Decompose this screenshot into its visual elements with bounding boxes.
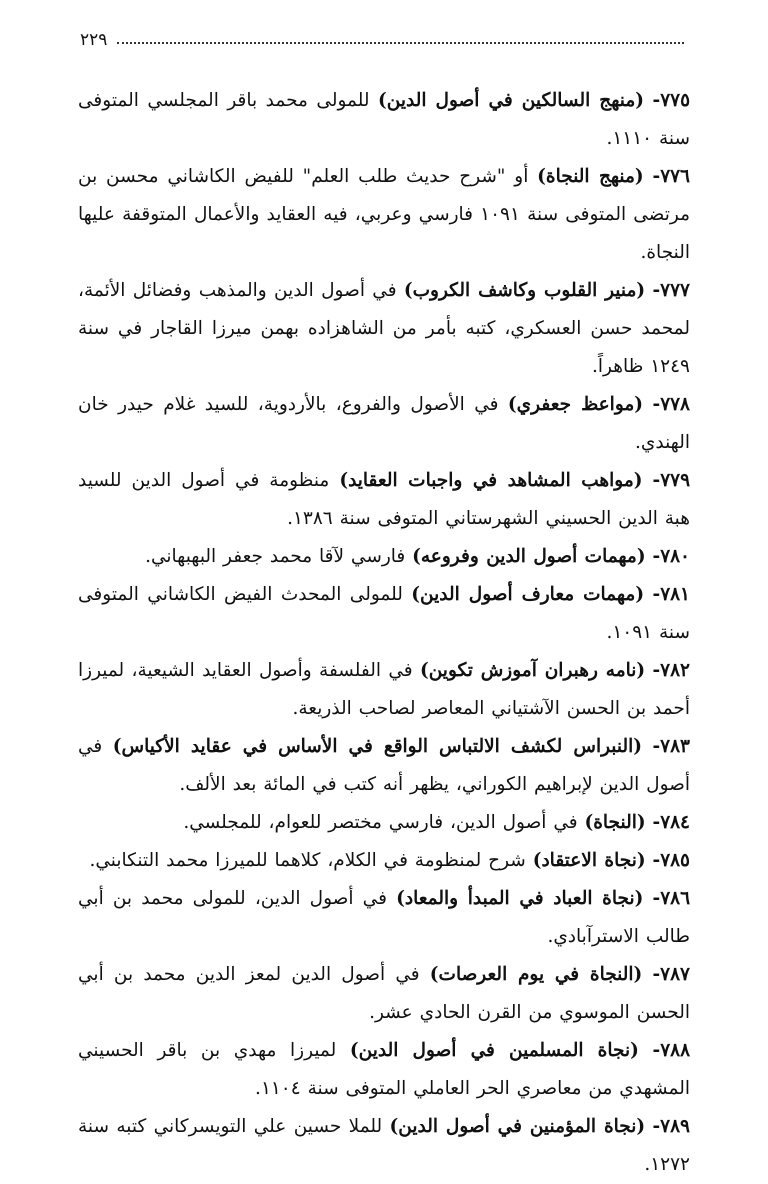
entry-number: ٧٨٣- [652, 736, 690, 757]
entry-text: في أصول الدين والمذهب وفضائل الأئمة، لمحمد حسن العسكري، كتبه بأمر من الشاهزاده بهمن ميرزا القاجار في سنة ١٢٤٩ ظاهراً. [78, 280, 690, 377]
entry-number: ٧٨٠- [652, 546, 690, 567]
entry-title: (مهمات أصول الدين وفروعه) [412, 546, 646, 567]
entry-number: ٧٨٨- [652, 1040, 691, 1061]
entry-title: (مهمات معارف أصول الدين) [411, 584, 645, 605]
entry-text: في أصول الدين لمعز الدين محمد بن أبي الحسن الموسوي من القرن الحادي عشر. [78, 964, 690, 1023]
entry-text: في أصول الدين، فارسي مختصر للعوام، للمجلسي. [183, 812, 585, 833]
entry-number: ٧٨٩- [652, 1116, 690, 1137]
list-item [78, 386, 690, 462]
entry-title: (مواعظ جعفري) [507, 394, 644, 415]
page-number: ٢٢٩ [80, 30, 108, 50]
entry-number: ٧٨١- [652, 584, 690, 605]
entry-text: للملا حسين علي التويسركاني كتبه سنة ١٢٧٢. [78, 1116, 690, 1175]
entry-text: في أصول الدين، للمولى محمد بن أبي طالب الاسترآبادي. [78, 888, 690, 947]
list-item [78, 272, 690, 386]
entry-text: فارسي لآقا محمد جعفر البهبهاني. [145, 546, 413, 567]
entry-text: لميرزا مهدي بن باقر الحسيني المشهدي من معاصري الحر العاملي المتوفى سنة ١١٠٤. [78, 1040, 690, 1099]
entry-number: ٧٨٥- [652, 850, 690, 871]
entry-number: ٧٧٩- [652, 470, 691, 491]
entry-text: للمولى محمد باقر المجلسي المتوفى سنة ١١١٠. [78, 90, 690, 149]
entry-number: ٧٧٨- [652, 394, 690, 415]
entry-title: (النجاة في يوم العرصات) [429, 964, 643, 985]
entry-title: (نجاة المسلمين في أصول الدين) [349, 1040, 639, 1061]
list-item [78, 880, 690, 956]
header-rule [117, 30, 684, 44]
entry-number: ٧٧٧- [652, 280, 690, 301]
entry-title: (منهج السالكين في أصول الدين) [378, 90, 644, 111]
list-item [78, 538, 690, 576]
entry-number: ٧٨٦- [652, 888, 691, 909]
list-item [78, 1032, 690, 1108]
entry-title: (نجاة المؤمنين في أصول الدين) [389, 1116, 646, 1137]
entry-title: (نجاة العباد في المبدأ والمعاد) [396, 888, 644, 909]
entry-title: (منير القلوب وكاشف الكروب) [403, 280, 646, 301]
entry-text: منظومة في أصول الدين للسيد هبة الدين الحسيني الشهرستاني المتوفى سنة ١٣٨٦. [78, 470, 690, 529]
entry-title: (نامه رهبران آموزش تكوين) [419, 660, 646, 681]
list-item [78, 462, 690, 538]
list-item [78, 842, 690, 880]
entry-number: ٧٨٤- [652, 812, 690, 833]
entry-text: في الأصول والفروع، بالأردوية، للسيد غلام حيدر خان الهندي. [78, 394, 690, 453]
entry-title: (مواهب المشاهد في واجبات العقايد) [339, 470, 643, 491]
entry-title: (النجاة) [584, 812, 646, 833]
entry-text: أو "شرح حديث طلب العلم" للفيض الكاشاني محسن بن مرتضى المتوفى سنة ١٠٩١ فارسي وعربي، فيه العقايد والأعمال المتوقفة عليها النجاة. [78, 166, 690, 263]
entry-text: في أصول الدين لإبراهيم الكوراني، يظهر أنه كتب في المائة بعد الألف. [78, 736, 690, 795]
list-item [78, 576, 690, 652]
page-header [78, 30, 690, 60]
entry-number: ٧٨٢- [652, 660, 690, 681]
list-item [78, 1108, 690, 1184]
list-item [78, 82, 690, 158]
entry-title: (منهج النجاة) [537, 166, 644, 187]
list-item [78, 158, 690, 272]
entry-title: (نجاة الاعتقاد) [532, 850, 646, 871]
entry-text: في الفلسفة وأصول العقايد الشيعية، لميرزا أحمد بن الحسن الآشتياني المعاصر لصاحب الذريعة. [78, 660, 690, 719]
entry-number: ٧٨٧- [652, 964, 690, 985]
list-item [78, 804, 690, 842]
entry-number: ٧٧٦- [652, 166, 690, 187]
entry-text: شرح لمنظومة في الكلام، كلاهما للميرزا محمد التنكابني. [89, 850, 533, 871]
entry-number: ٧٧٥- [652, 90, 691, 111]
list-item [78, 652, 690, 728]
entry-list [78, 82, 690, 1184]
entry-text: للمولى المحدث الفيض الكاشاني المتوفى سنة ١٠٩١. [78, 584, 690, 643]
list-item [78, 728, 690, 804]
list-item [78, 956, 690, 1032]
entry-title: (النبراس لكشف الالتباس الواقع في الأساس في عقايد الأكياس) [112, 736, 642, 757]
